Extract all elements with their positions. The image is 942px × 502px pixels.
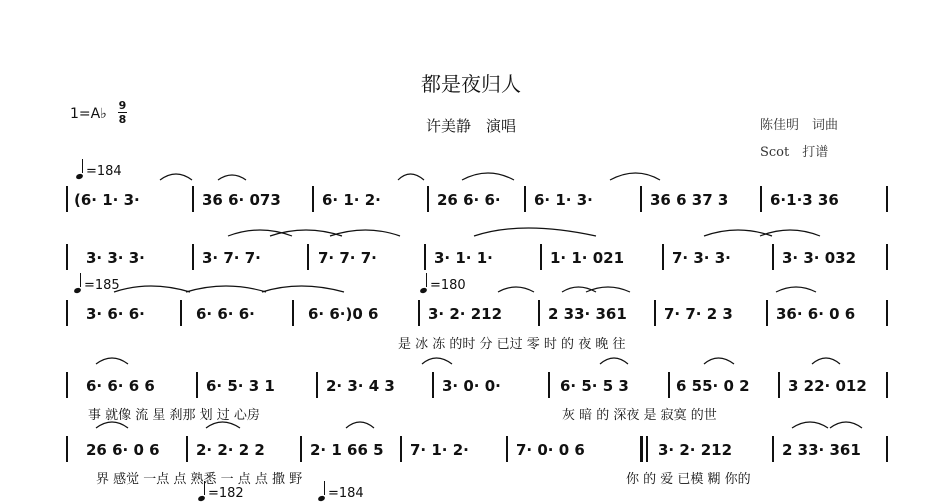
- slur: [270, 230, 342, 236]
- measure: 26 6· 6·: [437, 191, 501, 209]
- slur: [218, 175, 246, 180]
- slur: [422, 358, 452, 364]
- measure: 3 22· 012: [788, 377, 867, 395]
- lyric-line: 是 冰 冻 的时 分 已过 零 时 的 夜 晚 往: [398, 337, 626, 352]
- quarter-note-icon: [197, 495, 205, 502]
- score-line-5: [0, 432, 942, 472]
- measure: 1· 1· 021: [550, 249, 625, 267]
- measure: 6· 6·)0 6: [308, 305, 379, 323]
- slur: [262, 286, 344, 292]
- quarter-note-icon: [73, 287, 81, 294]
- slur: [600, 358, 628, 364]
- tempo-mark-3: =180: [420, 275, 466, 293]
- measure: 6· 5· 5 3: [560, 377, 629, 395]
- composer-credit: 陈佳明 词曲: [760, 118, 839, 133]
- measure: 2· 2· 2 2: [196, 441, 265, 459]
- slur: [760, 230, 820, 236]
- lyric-line: 事 就像 流 星 刹那 划 过 心房: [88, 408, 260, 423]
- slur: [114, 286, 190, 292]
- measure: 6· 1· 2·: [322, 191, 381, 209]
- measure: 7· 1· 2·: [410, 441, 469, 459]
- measure: 6· 6· 6 6: [86, 377, 155, 395]
- slur: [792, 422, 828, 428]
- score-line-1: [0, 182, 942, 222]
- score-line-3: [0, 296, 942, 336]
- measure: 3· 7· 7·: [202, 249, 261, 267]
- measure: 2 33· 361: [548, 305, 627, 323]
- measure: 3· 1· 1·: [434, 249, 493, 267]
- slur: [704, 358, 734, 364]
- measure: 6· 1· 3·: [534, 191, 593, 209]
- lyric-line: 你 的 爱 已模 糊 你的: [626, 472, 751, 487]
- measure: 7· 7· 2 3: [664, 305, 733, 323]
- slur: [830, 422, 862, 428]
- slur: [812, 358, 840, 364]
- meter-bottom: 8: [118, 113, 127, 126]
- measure: 7· 0· 0 6: [516, 441, 585, 459]
- measure: 3· 0· 0·: [442, 377, 501, 395]
- measure: 6· 6· 6·: [196, 305, 255, 323]
- slur: [474, 228, 596, 236]
- slur: [498, 287, 534, 292]
- score-line-4: [0, 368, 942, 408]
- measure: 3· 2· 212: [428, 305, 503, 323]
- measure: 6· 5· 3 1: [206, 377, 275, 395]
- measure: 3· 2· 212: [658, 441, 733, 459]
- measure: 7· 7· 7·: [318, 249, 377, 267]
- quarter-note-icon: [419, 287, 427, 294]
- lyric-line: 界 感觉 一点 点 熟悉 一 点 点 撒 野: [96, 472, 303, 487]
- measure: 2· 1 66 5: [310, 441, 384, 459]
- measure: 7· 3· 3·: [672, 249, 731, 267]
- slur: [228, 230, 292, 236]
- tempo-mark-5: =184: [318, 483, 364, 501]
- song-title: 都是夜归人: [421, 72, 521, 96]
- measure: 2 33· 361: [782, 441, 861, 459]
- slur: [610, 173, 660, 180]
- measure: 36· 6· 0 6: [776, 305, 856, 323]
- singer-credit: 许美静 演唱: [425, 117, 516, 135]
- slur: [462, 173, 514, 180]
- score-line-2: [0, 240, 942, 280]
- measure: 6 55· 0 2: [676, 377, 750, 395]
- tempo-mark-4: =182: [198, 483, 244, 501]
- slur: [704, 230, 772, 236]
- slur: [586, 287, 630, 292]
- lyric-line: 灰 暗 的 深夜 是 寂寞 的世: [562, 408, 717, 423]
- quarter-note-icon: [317, 495, 325, 502]
- key-signature: 1=A♭: [70, 106, 107, 122]
- measure: 3· 3· 032: [782, 249, 857, 267]
- measure: (6· 1· 3·: [74, 191, 140, 209]
- slur: [776, 287, 816, 292]
- time-signature: [118, 99, 127, 126]
- measure: 6·1·3 36: [770, 191, 839, 209]
- meter-top: 9: [118, 99, 127, 112]
- measure: 36 6· 073: [202, 191, 281, 209]
- tempo-mark-2: =185: [74, 275, 120, 293]
- slur: [160, 174, 192, 180]
- slur: [398, 174, 424, 180]
- tempo-mark-1: =184: [76, 161, 122, 179]
- arranger-credit: Scot 打谱: [760, 145, 829, 160]
- quarter-note-icon: [75, 173, 83, 180]
- measure: 2· 3· 4 3: [326, 377, 395, 395]
- slur: [330, 230, 400, 236]
- measure: 26 6· 0 6: [86, 441, 160, 459]
- slur: [96, 358, 128, 364]
- measure: 36 6 37 3: [650, 191, 729, 209]
- slur: [562, 287, 596, 292]
- slur: [346, 422, 374, 428]
- measure: 3· 3· 3·: [86, 249, 145, 267]
- measure: 3· 6· 6·: [86, 305, 145, 323]
- slur: [186, 286, 266, 292]
